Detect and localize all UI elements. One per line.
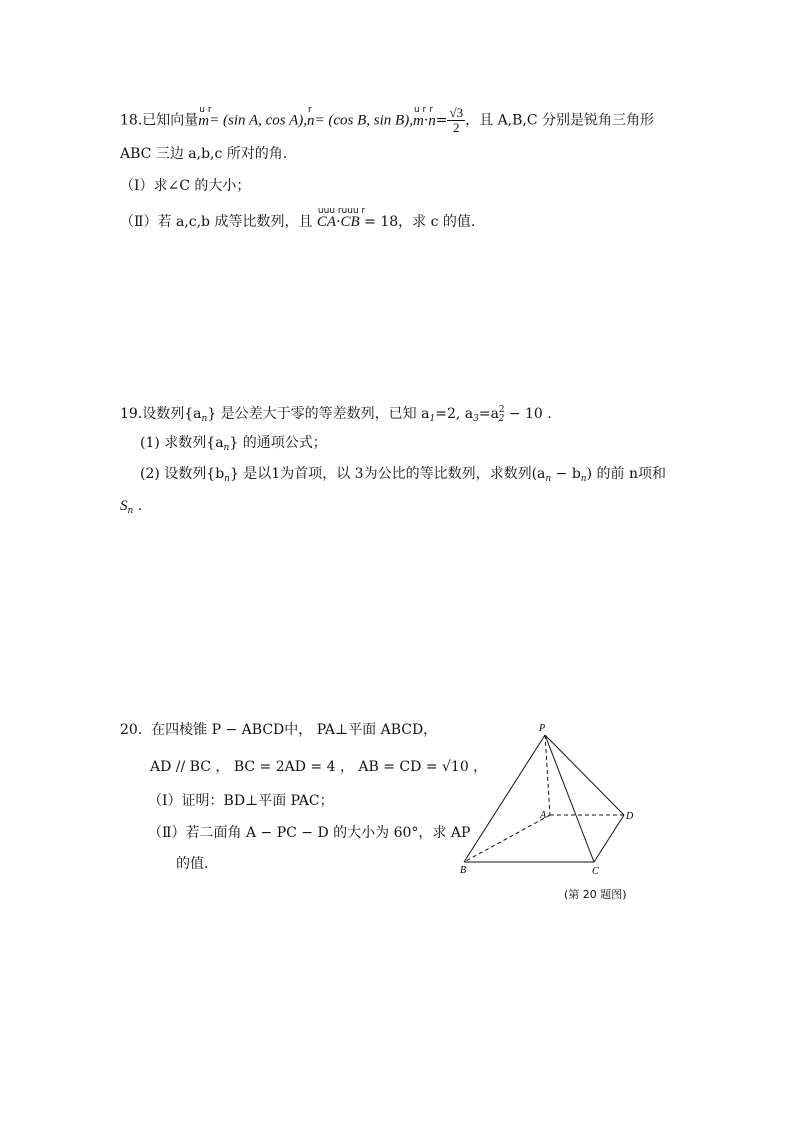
q19-part2: (2) 设数列$\{b_n\}$ 是以1为首项，以 3为公比的等比数列，求数列$(a_n - b_n)$ 的前 n项和 <box>140 466 666 484</box>
q19-line1-e: − 10 . <box>504 406 552 422</box>
q19-line1-d: =a <box>478 406 499 422</box>
q18-dot: · <box>423 112 429 129</box>
q18-part2-a: （Ⅱ）若 a,c,b 成等比数列，且 <box>120 214 317 230</box>
q19-number: 19. <box>120 406 143 422</box>
q19-part1: (1) 求数列$\{a_n\}$ 的通项公式； <box>140 435 327 453</box>
vector-n: r n <box>307 104 315 129</box>
edge-CD <box>594 815 624 862</box>
edge-PC <box>545 735 594 862</box>
q18-intro: 已知向量 <box>142 112 199 129</box>
q18-n-formula: = (cos B, sin B), <box>314 112 413 129</box>
pyramid-figure <box>450 715 650 880</box>
q18-frac-den: 2 <box>453 120 460 135</box>
label-A: A <box>540 810 547 821</box>
q20-part1: （Ⅰ）证明：BD⊥平面 PAC； <box>148 793 334 809</box>
q18-fraction <box>447 106 465 135</box>
q18-number: 18. <box>120 112 143 129</box>
vector-ca: uuu r CA <box>316 206 342 230</box>
edge-PB <box>464 735 545 862</box>
label-P: P <box>539 723 546 734</box>
label-C: C <box>592 866 599 877</box>
edge-PD <box>545 735 624 815</box>
q18-m-formula: = (sin A, cos A), <box>209 112 308 129</box>
q20-part2-a: （Ⅱ）若二面角 A − PC − D 的大小为 60°，求 AP <box>148 825 471 841</box>
q20-line2: AD // BC ， BC = 2AD = 4 ， AB = CD = √10 ， <box>150 759 488 775</box>
q19-sn-end: . <box>133 498 143 514</box>
q20-part2-b: 的值. <box>176 856 209 872</box>
vector-ca-label: CA <box>316 214 337 230</box>
edge-AB <box>464 815 550 862</box>
q19-line1-a: 设数列{a <box>142 406 202 422</box>
q20-number: 20. <box>120 722 143 738</box>
q19-part2-a: (2) 设数列{b <box>140 466 225 482</box>
q19-part2-d: ) 的前 n项和 <box>586 466 666 482</box>
q19-line1-b: } 是公差大于零的等差数列，已知 a <box>207 406 430 422</box>
q18-line1 <box>120 106 654 135</box>
q18-line2: ABC 三边 a,b,c 所对的角. <box>120 146 288 162</box>
q19-part1-b: } 的通项公式； <box>229 435 327 451</box>
q18-part2 <box>120 206 476 232</box>
q19-sn: S <box>120 498 128 514</box>
q20-line1-text: 在四棱锥 P − ABCD中， PA⊥平面 ABCD， <box>151 722 438 738</box>
vector-m: u r m <box>198 104 212 129</box>
q19-part2-c: − b <box>551 466 581 482</box>
q18-part1: （Ⅰ）求∠C 的大小； <box>120 178 251 194</box>
q18-condition: ，且 A,B,C 分别是锐角三角形 <box>465 112 655 129</box>
q19-part2-b: } 是以1为首项，以 3为公比的等比数列，求数列(a <box>229 466 546 482</box>
q19-line1: 19.设数列$\{a_n\}$ 是公差大于零的等差数列，已知 $a_1=2$, $a_3=a^2_2 - 10$ . <box>120 405 552 424</box>
q19-line1-c: =2, a <box>435 406 474 422</box>
q19-last-line: $S_n$ . <box>120 498 143 516</box>
label-B: B <box>460 865 467 876</box>
q20-line1 <box>120 720 437 740</box>
vector-cb-label: CB <box>340 214 360 230</box>
vector-cb: uuu r CB <box>340 206 366 230</box>
figure-caption: (第 20 题图) <box>564 888 627 901</box>
vector-n-2: r n <box>428 104 436 129</box>
label-D: D <box>626 811 634 822</box>
q18-part2-dot: · <box>336 214 341 230</box>
vector-m-2: u r m <box>412 104 427 129</box>
q18-eq: = <box>435 112 448 129</box>
q19-part1-a: (1) 求数列{a <box>140 435 224 451</box>
q18-part2-b: = 18，求 c 的值. <box>359 214 476 230</box>
q18-frac-num: √3 <box>449 105 464 120</box>
